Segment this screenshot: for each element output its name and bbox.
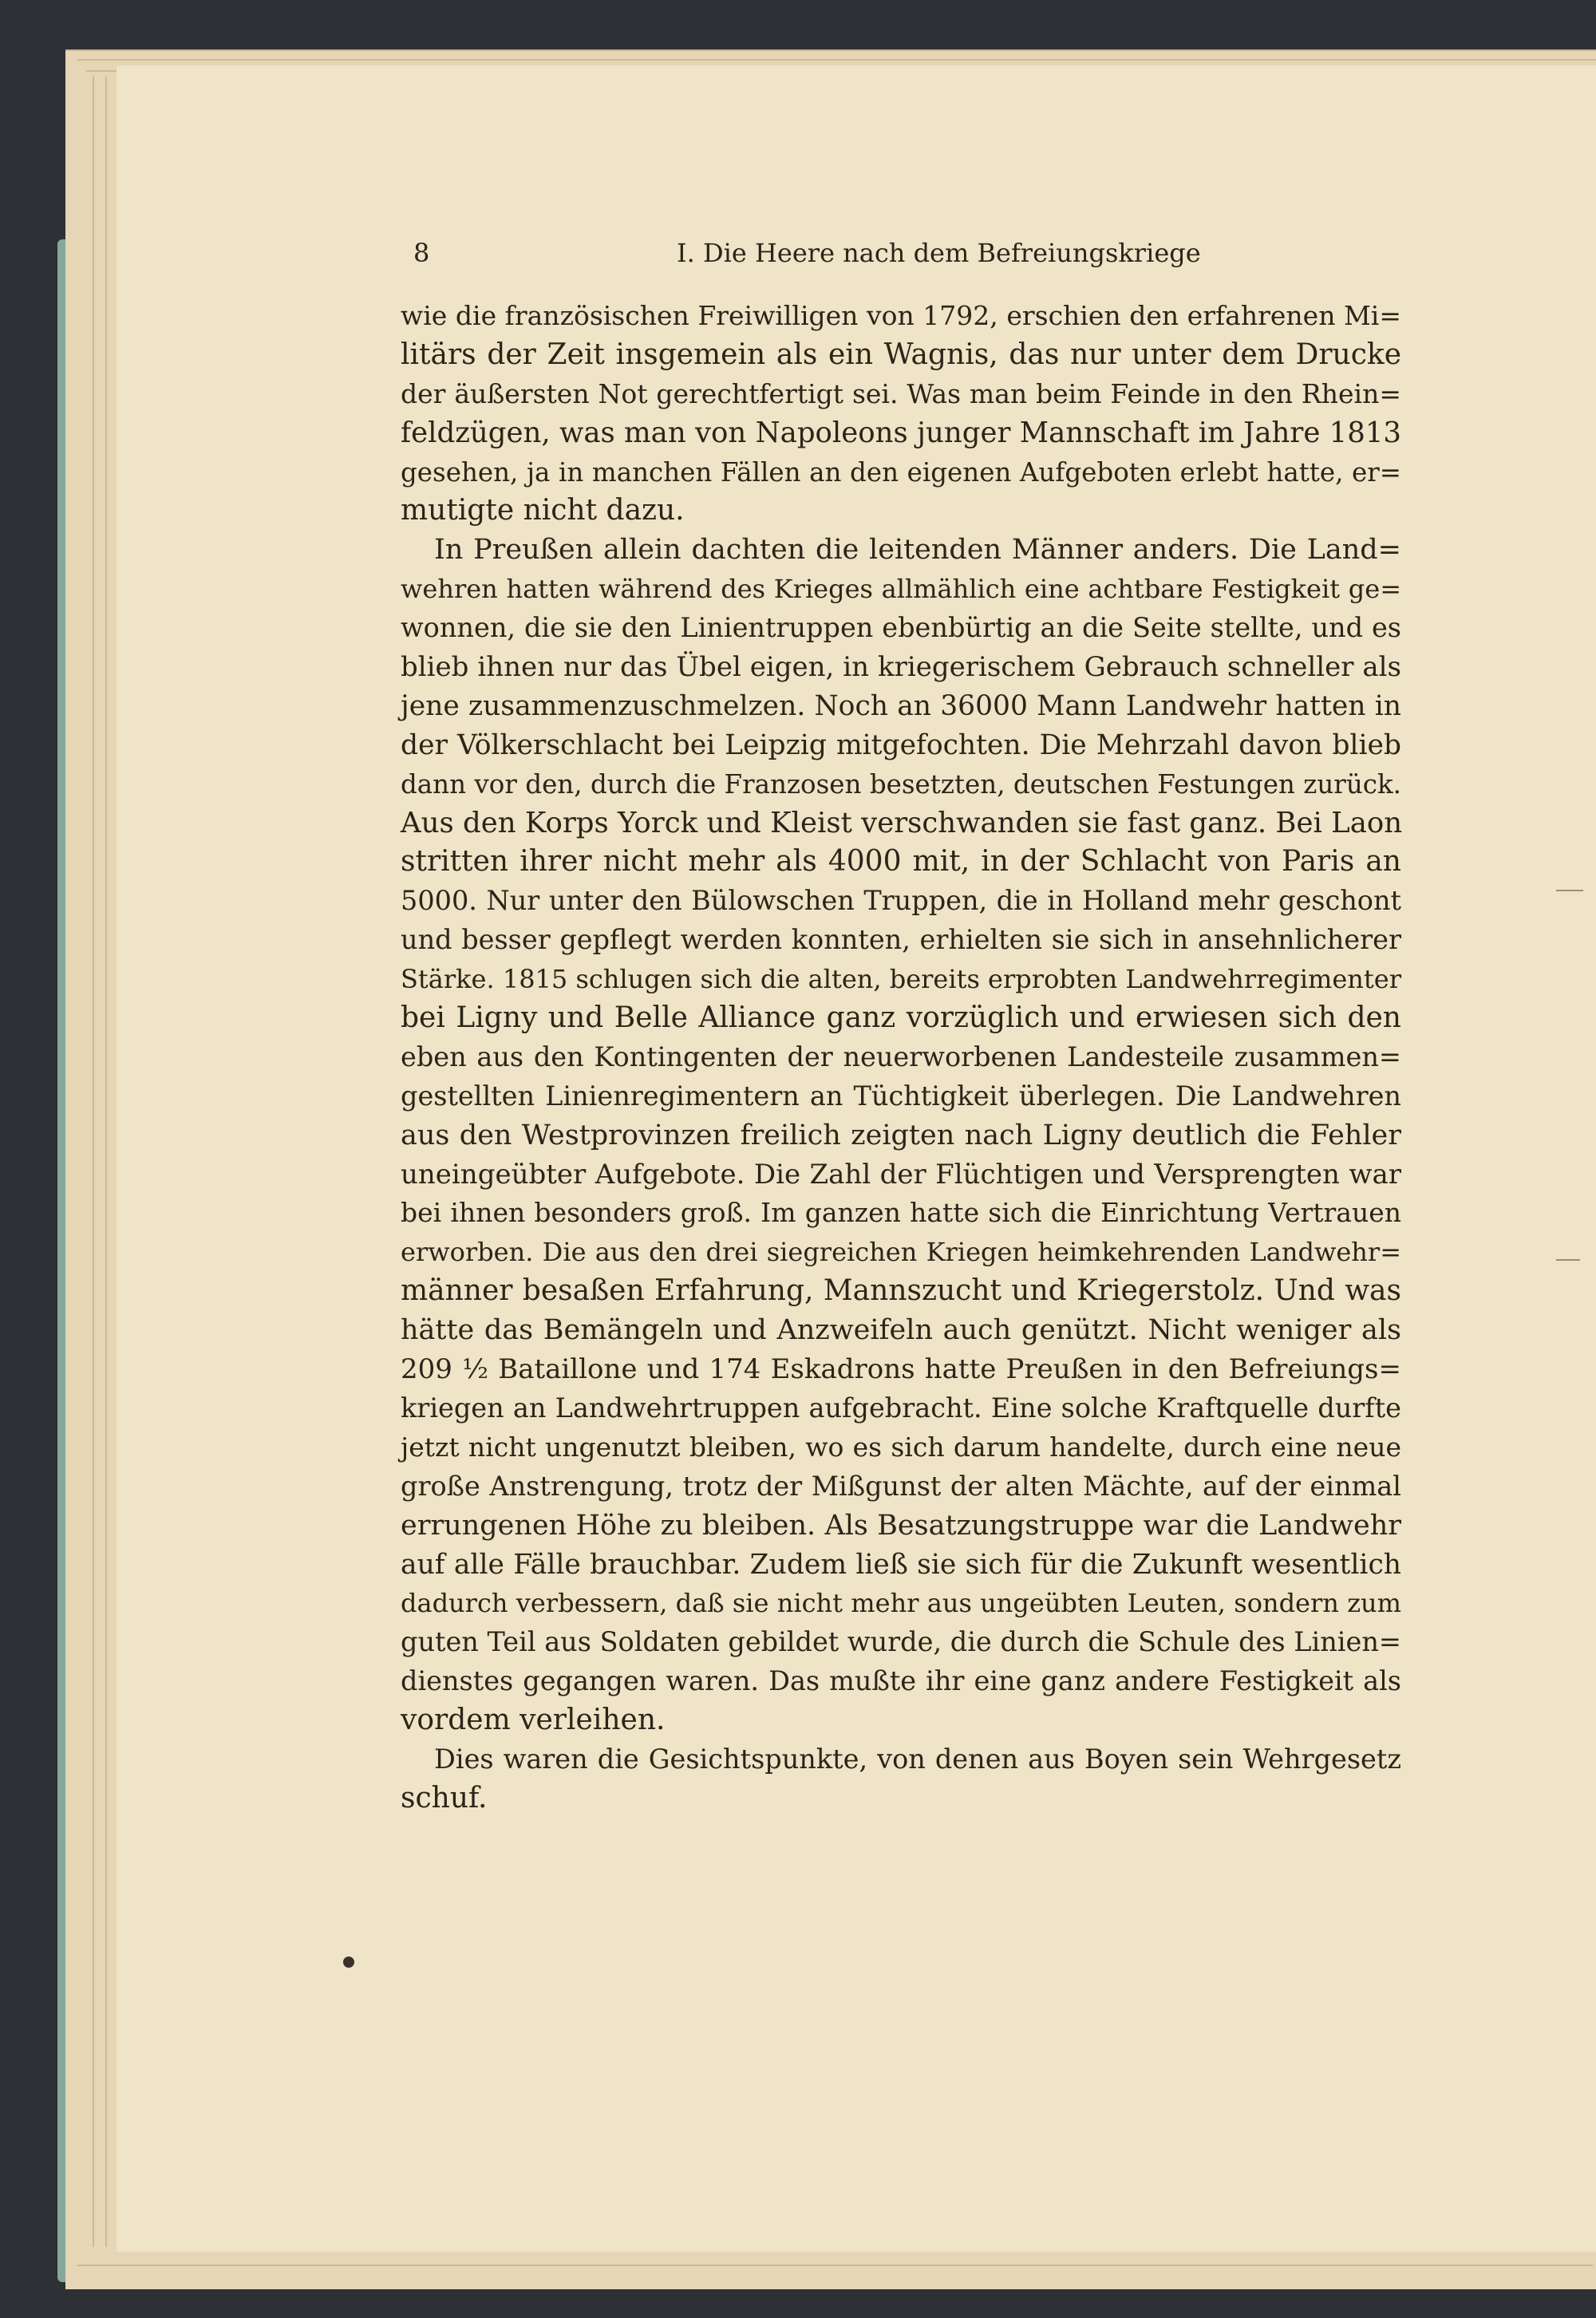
text-line: und besser gepflegt werden konnten, erhielten sie sich in ansehnlicherer [401,924,1401,956]
page-edge [105,77,107,2247]
text-line: litärs der Zeit insgemein als ein Wagnis, das nur unter dem Drucke [401,338,1401,371]
text-line: uneingeübter Aufgebote. Die Zahl der Flüchtigen und Versprengten war [401,1158,1401,1191]
text-line: blieb ihnen nur das Übel eigen, in kriegerischem Gebrauch schneller als [401,651,1401,684]
text-line: gesehen, ja in manchen Fällen an den eigenen Aufgeboten erlebt hatte, er= [401,456,1401,488]
text-line: feldzügen, was man von Napoleons junger Mannschaft im Jahre 1813 [401,416,1401,449]
text-line: dann vor den, durch die Franzosen besetzten, deutschen Festungen zurück. [401,768,1401,800]
page-edge [77,2265,1593,2266]
text-line: vordem verleihen. [401,1704,666,1737]
text-line: jetzt nicht ungenutzt bleiben, wo es sich darum handelte, durch eine neue [401,1431,1401,1463]
text-line: eben aus den Kontingenten der neuerworbenen Landesteile zusammen= [401,1041,1401,1072]
text-line: wie die französischen Freiwilligen von 1792, erschien den erfahrenen Mi= [401,300,1401,331]
text-line: dienstes gegangen waren. Das mußte ihr eine ganz andere Festigkeit als [401,1665,1401,1697]
text-line: hätte das Bemängeln und Anzweifeln auch genützt. Nicht weniger als [401,1314,1401,1347]
text-line: der äußersten Not gerechtfertigt sei. Was man beim Feinde in den Rhein= [401,377,1401,409]
text-line: kriegen an Landwehrtruppen aufgebracht. Eine solche Kraftquelle durfte [401,1392,1401,1424]
text-line: der Völkerschlacht bei Leipzig mitgefochten. Die Mehrzahl davon blieb [401,729,1401,761]
text-line: gestellten Linienregimentern an Tüchtigkeit überlegen. Die Landwehren [401,1080,1401,1112]
text-line: schuf. [401,1781,488,1815]
body-text [401,297,1401,1893]
text-line: Dies waren die Gesichtspunkte, von denen aus Boyen sein Wehrgesetz [434,1743,1401,1775]
text-line: guten Teil aus Soldaten gebildet wurde, die durch die Schule des Linien= [401,1626,1401,1658]
text-line: auf alle Fälle brauchbar. Zudem ließ sie sich für die Zukunft wesentlich [401,1548,1401,1581]
page-edge [93,77,94,2247]
margin-mark [1556,890,1583,891]
text-line: Stärke. 1815 schlugen sich die alten, bereits erprobten Landwehrregimenter [401,964,1401,995]
running-head: I. Die Heere nach dem Befreiungskriege [677,238,1201,268]
text-line: bei Ligny und Belle Alliance ganz vorzüglich und erwiesen sich den [401,1001,1401,1035]
text-line: 5000. Nur unter den Bülowschen Truppen, die in Holland mehr geschont [401,885,1401,917]
text-line: stritten ihrer nicht mehr als 4000 mit, in der Schlacht von Paris an [401,845,1401,879]
page-number: 8 [413,238,430,268]
text-line: 209 ½ Bataillone und 174 Eskadrons hatte Preußen in den Befreiungs= [401,1353,1401,1386]
text-line: dadurch verbessern, daß sie nicht mehr aus ungeübten Leuten, sondern zum [401,1588,1401,1619]
page-header [413,238,1403,270]
text-line: In Preußen allein dachten die leitenden Männer anders. Die Land= [434,534,1401,567]
text-line: mutigte nicht dazu. [401,494,685,527]
text-line: bei ihnen besonders groß. Im ganzen hatte sich die Einrichtung Vertrauen [401,1197,1401,1229]
page-edge [77,59,1596,61]
text-line: männer besaßen Erfahrung, Mannszucht und Kriegerstolz. Und was [401,1274,1401,1308]
text-line: Aus den Korps Yorck und Kleist verschwanden sie fast ganz. Bei Laon [401,806,1403,839]
text-line: große Anstrengung, trotz der Mißgunst der alten Mächte, auf der einmal [401,1470,1401,1502]
text-line: jene zusammenzuschmelzen. Noch an 36000 Mann Landwehr hatten in [401,689,1401,722]
text-line: errungenen Höhe zu bleiben. Als Besatzungstruppe war die Landwehr [401,1509,1401,1542]
text-line: wehren hatten während des Krieges allmählich eine achtbare Festigkeit ge= [401,574,1401,605]
text-line: aus den Westprovinzen freilich zeigten nach Ligny deutlich die Fehler [401,1119,1401,1151]
text-line: erworben. Die aus den drei siegreichen Kriegen heimkehrenden Landwehr= [401,1237,1401,1268]
ink-dot [343,1957,354,1968]
margin-mark [1556,1259,1580,1261]
text-line: wonnen, die sie den Linientruppen ebenbürtig an die Seite stellte, und es [401,612,1401,644]
